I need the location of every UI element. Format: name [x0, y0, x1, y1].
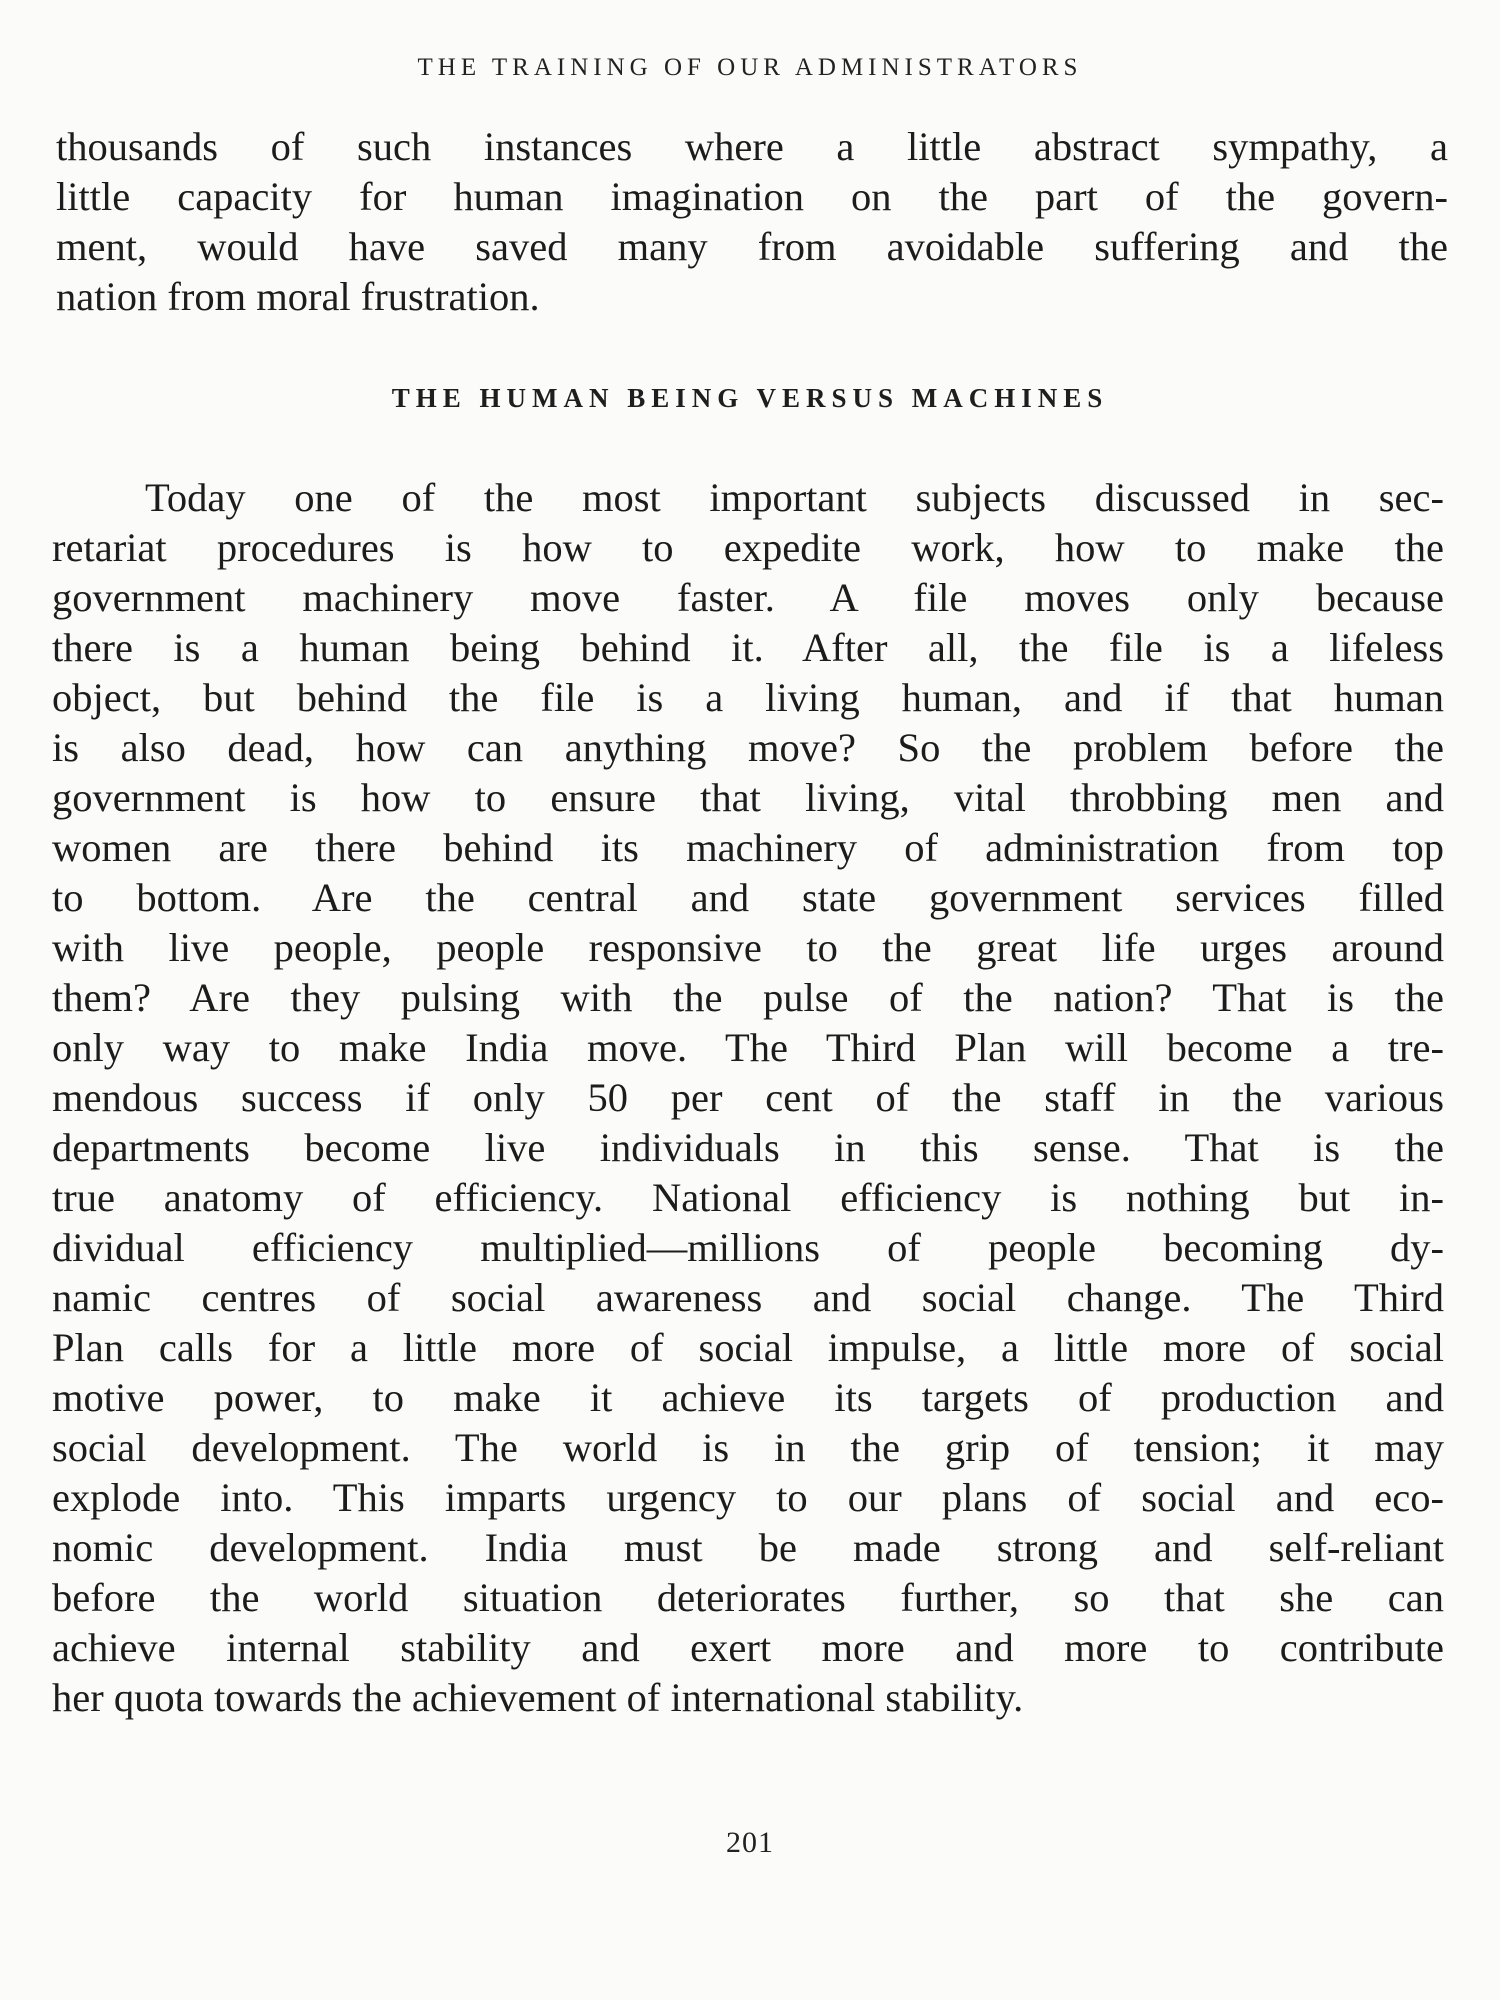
text-line: Plan calls for a little more of social impulse, a little more of social [52, 1325, 1444, 1370]
text-line: them? Are they pulsing with the pulse of the nation? That is the [52, 975, 1444, 1020]
text-line: government machinery move faster. A file moves only because [52, 575, 1444, 620]
text-line: women are there behind its machinery of administration from top [52, 825, 1444, 870]
text-line: namic centres of social awareness and social change. The Third [52, 1275, 1444, 1320]
main-paragraph [52, 473, 1444, 1723]
section-heading: THE HUMAN BEING VERSUS MACHINES [391, 383, 1109, 413]
page-number: 201 [726, 1826, 774, 1859]
text-line: there is a human being behind it. After all, the file is a lifeless [52, 625, 1444, 670]
text-line: with live people, people responsive to the great life urges around [52, 925, 1444, 970]
text-line: dividual efficiency multiplied—millions of people becoming dy- [52, 1225, 1444, 1270]
text-line: mendous success if only 50 per cent of the staff in the various [52, 1075, 1444, 1120]
text-line: social development. The world is in the grip of tension; it may [52, 1425, 1444, 1470]
text-line: motive power, to make it achieve its targets of production and [52, 1375, 1444, 1420]
text-line: nomic development. India must be made strong and self-reliant [52, 1525, 1444, 1570]
text-line: thousands of such instances where a little abstract sympathy, a [56, 124, 1448, 169]
text-line: explode into. This imparts urgency to our plans of social and eco- [52, 1475, 1444, 1520]
text-line: her quota towards the achievement of international stability. [52, 1675, 1024, 1720]
text-line: true anatomy of efficiency. National efficiency is nothing but in- [52, 1175, 1444, 1220]
text-line: before the world situation deteriorates further, so that she can [52, 1575, 1444, 1620]
running-head: THE TRAINING OF OUR ADMINISTRATORS [417, 54, 1083, 81]
opening-paragraph [56, 122, 1448, 322]
text-line: government is how to ensure that living, vital throbbing men and [52, 775, 1444, 820]
text-line: object, but behind the file is a living human, and if that human [52, 675, 1444, 720]
text-line: only way to make India move. The Third Plan will become a tre- [52, 1025, 1444, 1070]
text-line: departments become live individuals in this sense. That is the [52, 1125, 1444, 1170]
text-line: little capacity for human imagination on the part of the govern- [56, 174, 1448, 219]
text-line: Today one of the most important subjects discussed in sec- [145, 475, 1444, 520]
text-line: ment, would have saved many from avoidable suffering and the [56, 224, 1448, 269]
text-line: retariat procedures is how to expedite work, how to make the [52, 525, 1444, 570]
text-line: nation from moral frustration. [56, 274, 540, 319]
text-line: is also dead, how can anything move? So the problem before the [52, 725, 1444, 770]
text-line: to bottom. Are the central and state government services filled [52, 875, 1444, 920]
text-line: achieve internal stability and exert more and more to contribute [52, 1625, 1444, 1670]
